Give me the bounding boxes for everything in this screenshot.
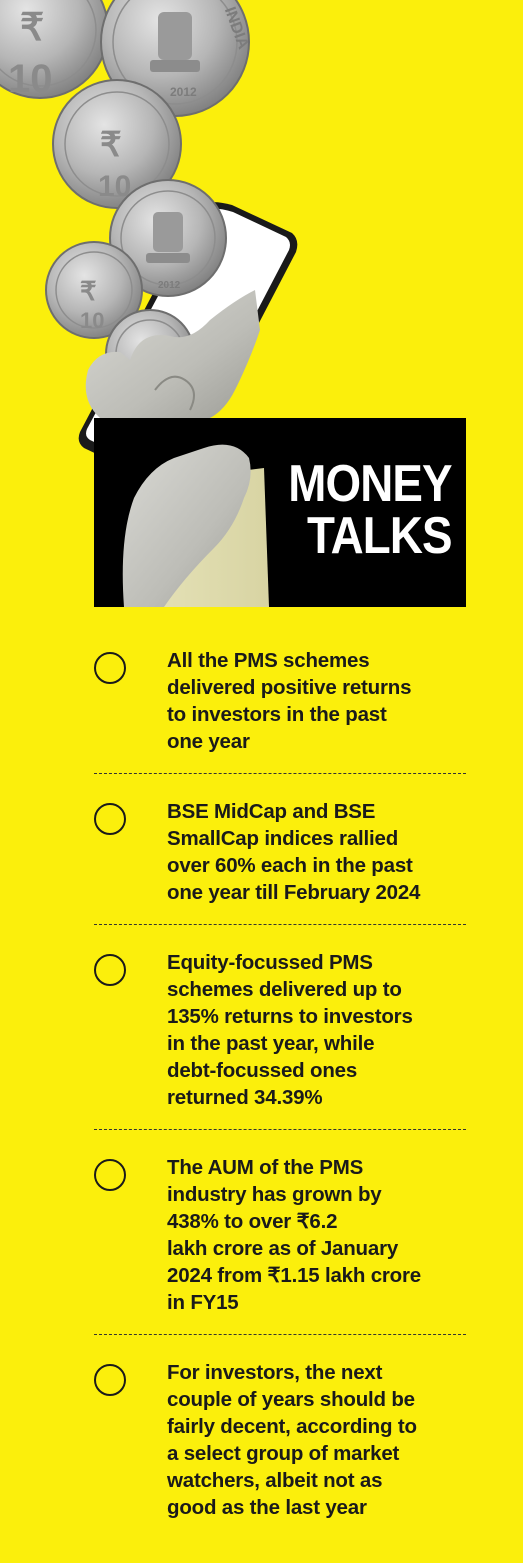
circle-bullet-icon (94, 1159, 126, 1191)
svg-text:2012: 2012 (170, 85, 197, 99)
list-item-text: The AUM of the PMS industry has grown by 438% to over ₹6.2 lakh crore as of January 2024 from ₹1.15 lakh crore in FY15 (167, 1156, 421, 1314)
list-item (94, 647, 466, 774)
circle-bullet-icon (94, 803, 126, 835)
title-line-2: TALKS (307, 507, 452, 565)
circle-bullet-icon (94, 652, 126, 684)
list-item-text: For investors, the next couple of years should be fairly decent, according to a select group of market watchers, albeit not as good as the last year (167, 1361, 417, 1519)
list-item-text: BSE MidCap and BSE SmallCap indices rallied over 60% each in the past one year till February 2024 (167, 800, 421, 904)
list-item (94, 949, 466, 1130)
title-box (94, 418, 466, 607)
circle-bullet-icon (94, 954, 126, 986)
circle-bullet-icon (94, 1364, 126, 1396)
svg-text:₹: ₹ (80, 276, 97, 306)
svg-text:2012: 2012 (158, 280, 181, 291)
svg-text:10: 10 (98, 170, 132, 203)
svg-text:10: 10 (8, 57, 53, 101)
hand-fingers-illustration (60, 290, 260, 420)
svg-text:INDIA: INDIA (220, 4, 252, 52)
key-points-list (94, 647, 466, 1563)
list-item-text: All the PMS schemes delivered positive returns to investors in the past one year (167, 649, 412, 753)
svg-text:₹: ₹ (20, 7, 45, 49)
list-item (94, 798, 466, 925)
list-item (94, 1154, 466, 1335)
title-line-1: MONEY (288, 455, 452, 513)
page-title (288, 455, 452, 565)
list-item-text: Equity-focussed PMS schemes delivered up to 135% returns to investors in the past year, while debt-focussed ones returned 34.39% (167, 951, 413, 1109)
svg-text:10: 10 (80, 308, 105, 333)
list-item (94, 1359, 466, 1539)
svg-text:₹: ₹ (100, 126, 122, 164)
